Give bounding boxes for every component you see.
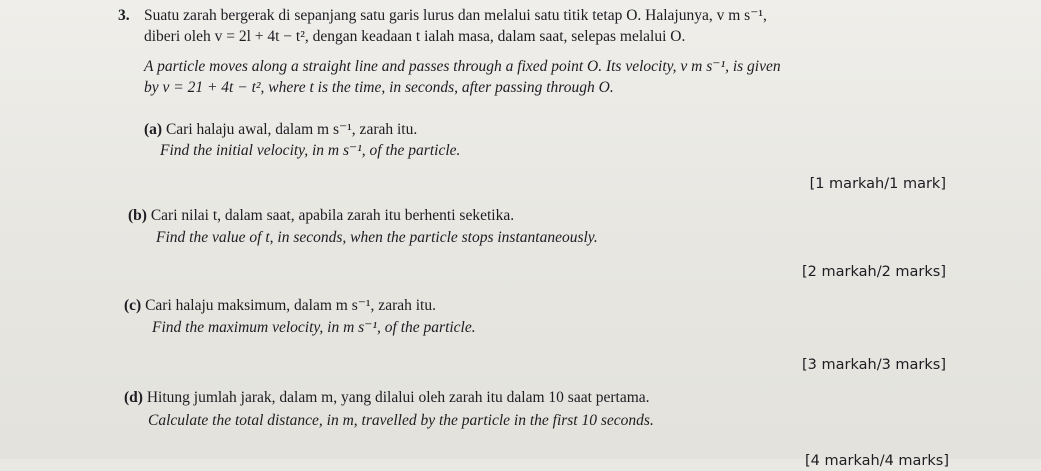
part-c xyxy=(124,296,436,316)
part-c-english: Find the maximum velocity, in m s⁻¹, of the particle. xyxy=(152,319,476,336)
part-d-label: (d) xyxy=(124,389,143,406)
part-c-malay: Cari halaju maksimum, dalam m s⁻¹, zarah itu. xyxy=(145,297,436,314)
part-b xyxy=(128,206,514,226)
part-b-label: (b) xyxy=(128,207,147,224)
stem-malay-line-2: diberi oleh v = 2l + 4t − t², dengan keadaan t ialah masa, dalam saat, selepas melalui O. xyxy=(144,28,686,45)
stem-english-line-1: A particle moves along a straight line and passes through a fixed point O. Its velocity, v m s⁻¹, is given xyxy=(144,58,781,75)
stem-english-line-2: by v = 21 + 4t − t², where t is the time, in seconds, after passing through O. xyxy=(144,79,614,96)
part-a-marks: [1 markah/1 mark] xyxy=(809,176,946,192)
question-number: 3. xyxy=(118,7,130,24)
part-d-english: Calculate the total distance, in m, travelled by the particle in the first 10 seconds. xyxy=(148,412,654,429)
part-a xyxy=(144,120,417,140)
part-d xyxy=(124,388,650,408)
part-b-marks: [2 markah/2 marks] xyxy=(802,264,946,280)
part-c-marks: [3 markah/3 marks] xyxy=(802,357,946,373)
part-b-malay: Cari nilai t, dalam saat, apabila zarah itu berhenti seketika. xyxy=(150,207,515,224)
stem-malay-line-1: Suatu zarah bergerak di sepanjang satu garis lurus dan melalui satu titik tetap O. Halajunya, v m s⁻¹, xyxy=(144,7,767,24)
part-d-malay: Hitung jumlah jarak, dalam m, yang dilalui oleh zarah itu dalam 10 saat pertama. xyxy=(146,389,650,406)
part-d-marks: [4 markah/4 marks] xyxy=(805,453,949,469)
part-c-label: (c) xyxy=(124,297,142,314)
part-a-label: (a) xyxy=(144,121,163,138)
part-b-english: Find the value of t, in seconds, when the particle stops instantaneously. xyxy=(156,229,598,246)
part-a-english: Find the initial velocity, in m s⁻¹, of the particle. xyxy=(160,142,461,159)
part-a-malay: Cari halaju awal, dalam m s⁻¹, zarah itu. xyxy=(165,121,418,138)
